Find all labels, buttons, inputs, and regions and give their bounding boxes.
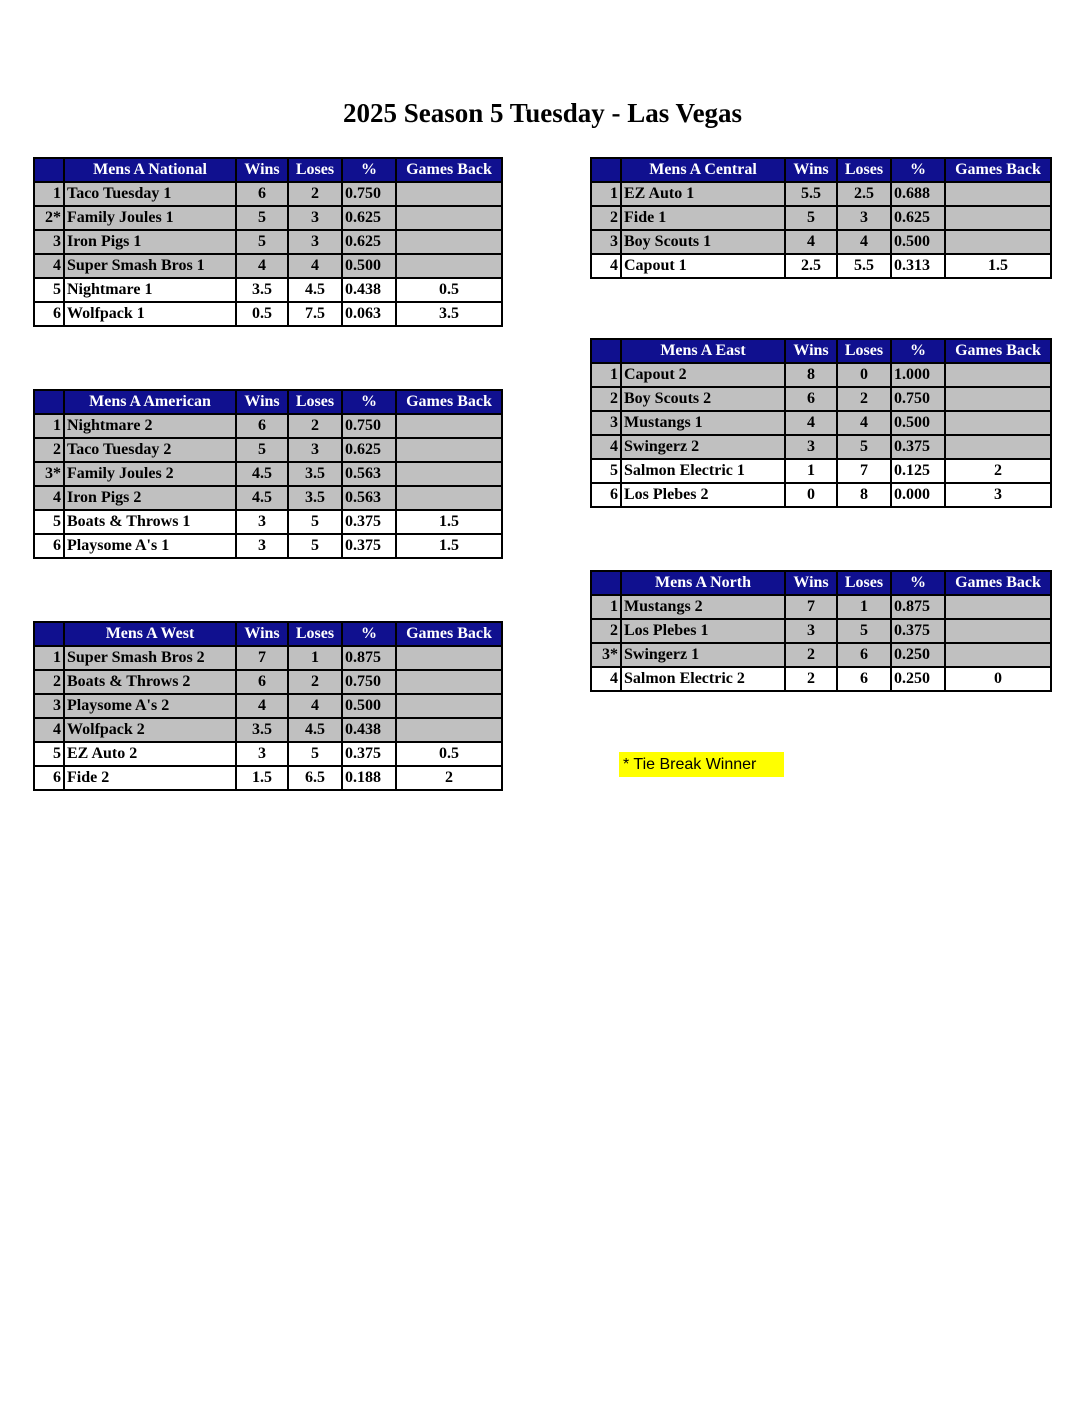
team-name: Salmon Electric 2 — [621, 667, 785, 691]
team-name: Playsome A's 2 — [64, 694, 236, 718]
games-back-cell: 0 — [945, 667, 1051, 691]
games-back-cell: 1.5 — [945, 254, 1051, 278]
loses-header: Loses — [837, 158, 891, 182]
loses-header: Loses — [837, 339, 891, 363]
loses-cell: 2 — [288, 182, 342, 206]
rank-cell: 2 — [591, 619, 621, 643]
team-name: Super Smash Bros 1 — [64, 254, 236, 278]
team-name: Swingerz 2 — [621, 435, 785, 459]
loses-cell: 2 — [837, 387, 891, 411]
pct-cell: 0.750 — [342, 182, 396, 206]
rank-cell: 3 — [591, 411, 621, 435]
wins-cell: 4 — [236, 694, 288, 718]
team-name: Taco Tuesday 2 — [64, 438, 236, 462]
table-row — [34, 302, 502, 326]
games-back-cell: 3.5 — [396, 302, 502, 326]
team-name: Family Joules 2 — [64, 462, 236, 486]
wins-cell: 2.5 — [785, 254, 837, 278]
table-header-row — [34, 390, 502, 414]
team-name: Boats & Throws 2 — [64, 670, 236, 694]
table-row — [34, 670, 502, 694]
games-back-cell — [945, 230, 1051, 254]
pct-cell: 0.313 — [891, 254, 945, 278]
games-back-cell — [945, 643, 1051, 667]
team-name: Wolfpack 1 — [64, 302, 236, 326]
pct-header: % — [342, 390, 396, 414]
rank-cell: 2* — [34, 206, 64, 230]
games-back-cell — [945, 387, 1051, 411]
loses-cell: 2 — [288, 670, 342, 694]
loses-cell: 2.5 — [837, 182, 891, 206]
loses-cell: 3 — [837, 206, 891, 230]
games-back-cell — [396, 182, 502, 206]
rank-cell: 4 — [591, 435, 621, 459]
pct-header: % — [891, 339, 945, 363]
table-row — [34, 742, 502, 766]
loses-cell: 5 — [288, 510, 342, 534]
rank-cell: 5 — [34, 510, 64, 534]
team-name: Boy Scouts 1 — [621, 230, 785, 254]
pct-cell: 0.625 — [891, 206, 945, 230]
division-name: Mens A National — [64, 158, 236, 182]
wins-cell: 3 — [236, 742, 288, 766]
team-name: Los Plebes 1 — [621, 619, 785, 643]
loses-header: Loses — [288, 622, 342, 646]
table-row — [591, 182, 1051, 206]
tie-break-legend: * Tie Break Winner — [619, 752, 784, 777]
table-row — [34, 510, 502, 534]
rank-cell: 3 — [34, 694, 64, 718]
table-header-row — [591, 571, 1051, 595]
pct-cell: 0.500 — [891, 411, 945, 435]
games-back-cell — [945, 435, 1051, 459]
loses-cell: 4 — [837, 230, 891, 254]
wins-cell: 7 — [785, 595, 837, 619]
rank-header — [591, 571, 621, 595]
rank-cell: 4 — [591, 667, 621, 691]
table-row — [34, 414, 502, 438]
games-back-cell — [396, 438, 502, 462]
loses-cell: 4 — [288, 254, 342, 278]
wins-cell: 1.5 — [236, 766, 288, 790]
team-name: Fide 2 — [64, 766, 236, 790]
loses-cell: 5 — [837, 619, 891, 643]
team-name: Nightmare 1 — [64, 278, 236, 302]
rank-header — [34, 622, 64, 646]
rank-cell: 2 — [34, 670, 64, 694]
rank-cell: 6 — [34, 302, 64, 326]
loses-cell: 3 — [288, 230, 342, 254]
loses-cell: 6 — [837, 643, 891, 667]
pct-cell: 0.563 — [342, 462, 396, 486]
games-back-cell — [945, 182, 1051, 206]
team-name: Taco Tuesday 1 — [64, 182, 236, 206]
wins-cell: 4.5 — [236, 462, 288, 486]
rank-cell: 1 — [591, 595, 621, 619]
table-row — [34, 718, 502, 742]
loses-header: Loses — [288, 158, 342, 182]
rank-cell: 3 — [591, 230, 621, 254]
wins-cell: 4 — [785, 230, 837, 254]
games-back-cell — [396, 230, 502, 254]
table-header-row — [34, 158, 502, 182]
games-back-cell: 3 — [945, 483, 1051, 507]
table-row — [591, 595, 1051, 619]
games-back-header: Games Back — [945, 158, 1051, 182]
division-name: Mens A North — [621, 571, 785, 595]
games-back-cell — [945, 206, 1051, 230]
loses-cell: 1 — [288, 646, 342, 670]
team-name: Capout 1 — [621, 254, 785, 278]
rank-cell: 1 — [591, 363, 621, 387]
games-back-cell: 2 — [945, 459, 1051, 483]
table-row — [591, 483, 1051, 507]
team-name: Super Smash Bros 2 — [64, 646, 236, 670]
team-name: Nightmare 2 — [64, 414, 236, 438]
pct-cell: 0.375 — [342, 742, 396, 766]
pct-cell: 1.000 — [891, 363, 945, 387]
team-name: EZ Auto 1 — [621, 182, 785, 206]
loses-cell: 2 — [288, 414, 342, 438]
pct-cell: 0.063 — [342, 302, 396, 326]
wins-cell: 5.5 — [785, 182, 837, 206]
team-name: Los Plebes 2 — [621, 483, 785, 507]
table-row — [591, 387, 1051, 411]
pct-cell: 0.625 — [342, 230, 396, 254]
loses-cell: 8 — [837, 483, 891, 507]
loses-cell: 4.5 — [288, 718, 342, 742]
table-row — [34, 694, 502, 718]
standings-table — [590, 157, 1052, 279]
games-back-cell — [396, 694, 502, 718]
loses-cell: 7.5 — [288, 302, 342, 326]
table-row — [34, 438, 502, 462]
loses-cell: 1 — [837, 595, 891, 619]
wins-cell: 2 — [785, 667, 837, 691]
games-back-cell — [396, 462, 502, 486]
rank-cell: 1 — [34, 646, 64, 670]
games-back-cell: 1.5 — [396, 534, 502, 558]
games-back-cell — [396, 718, 502, 742]
table-row — [591, 363, 1051, 387]
wins-cell: 2 — [785, 643, 837, 667]
loses-header: Loses — [288, 390, 342, 414]
pct-cell: 0.875 — [342, 646, 396, 670]
loses-cell: 4 — [288, 694, 342, 718]
team-name: Capout 2 — [621, 363, 785, 387]
loses-cell: 0 — [837, 363, 891, 387]
wins-cell: 3.5 — [236, 718, 288, 742]
pct-cell: 0.750 — [891, 387, 945, 411]
rank-header — [34, 158, 64, 182]
pct-cell: 0.500 — [342, 694, 396, 718]
wins-header: Wins — [785, 571, 837, 595]
pct-cell: 0.625 — [342, 438, 396, 462]
pct-cell: 0.875 — [891, 595, 945, 619]
rank-cell: 1 — [34, 182, 64, 206]
team-name: Salmon Electric 1 — [621, 459, 785, 483]
games-back-cell — [945, 363, 1051, 387]
rank-cell: 4 — [34, 486, 64, 510]
wins-cell: 3 — [236, 534, 288, 558]
pct-cell: 0.188 — [342, 766, 396, 790]
division-name: Mens A East — [621, 339, 785, 363]
rank-cell: 3* — [34, 462, 64, 486]
table-row — [34, 230, 502, 254]
games-back-cell — [396, 486, 502, 510]
pct-header: % — [891, 158, 945, 182]
table-row — [34, 646, 502, 670]
table-row — [34, 486, 502, 510]
rank-cell: 5 — [34, 742, 64, 766]
table-row — [34, 534, 502, 558]
rank-header — [34, 390, 64, 414]
division-name: Mens A Central — [621, 158, 785, 182]
games-back-cell — [945, 411, 1051, 435]
pct-cell: 0.250 — [891, 643, 945, 667]
pct-cell: 0.438 — [342, 718, 396, 742]
wins-cell: 5 — [236, 438, 288, 462]
loses-cell: 5 — [288, 742, 342, 766]
loses-cell: 3.5 — [288, 462, 342, 486]
rank-cell: 2 — [591, 387, 621, 411]
loses-cell: 4 — [837, 411, 891, 435]
rank-header — [591, 158, 621, 182]
pct-cell: 0.375 — [891, 435, 945, 459]
wins-cell: 8 — [785, 363, 837, 387]
team-name: Mustangs 1 — [621, 411, 785, 435]
team-name: Playsome A's 1 — [64, 534, 236, 558]
games-back-header: Games Back — [396, 390, 502, 414]
wins-cell: 3 — [785, 619, 837, 643]
pct-cell: 0.250 — [891, 667, 945, 691]
table-row — [34, 278, 502, 302]
rank-cell: 4 — [34, 254, 64, 278]
wins-cell: 5 — [236, 230, 288, 254]
pct-cell: 0.438 — [342, 278, 396, 302]
wins-cell: 6 — [236, 414, 288, 438]
team-name: Iron Pigs 2 — [64, 486, 236, 510]
table-row — [34, 206, 502, 230]
team-name: Boats & Throws 1 — [64, 510, 236, 534]
loses-cell: 5.5 — [837, 254, 891, 278]
loses-cell: 3 — [288, 438, 342, 462]
table-row — [34, 182, 502, 206]
rank-cell: 6 — [34, 534, 64, 558]
games-back-cell: 0.5 — [396, 278, 502, 302]
wins-header: Wins — [236, 390, 288, 414]
games-back-cell: 0.5 — [396, 742, 502, 766]
games-back-cell — [396, 254, 502, 278]
loses-cell: 6.5 — [288, 766, 342, 790]
wins-cell: 6 — [236, 182, 288, 206]
games-back-cell — [396, 206, 502, 230]
games-back-header: Games Back — [945, 571, 1051, 595]
standings-table — [590, 338, 1052, 508]
wins-cell: 5 — [785, 206, 837, 230]
pct-cell: 0.688 — [891, 182, 945, 206]
table-row — [34, 766, 502, 790]
rank-cell: 2 — [591, 206, 621, 230]
table-row — [591, 254, 1051, 278]
team-name: Family Joules 1 — [64, 206, 236, 230]
team-name: Boy Scouts 2 — [621, 387, 785, 411]
games-back-cell: 2 — [396, 766, 502, 790]
wins-cell: 6 — [785, 387, 837, 411]
division-name: Mens A American — [64, 390, 236, 414]
wins-cell: 0 — [785, 483, 837, 507]
table-header-row — [591, 158, 1051, 182]
standings-table — [33, 389, 503, 559]
pct-header: % — [891, 571, 945, 595]
standings-table — [590, 570, 1052, 692]
table-row — [591, 435, 1051, 459]
games-back-header: Games Back — [945, 339, 1051, 363]
table-header-row — [34, 622, 502, 646]
games-back-header: Games Back — [396, 622, 502, 646]
rank-cell: 5 — [591, 459, 621, 483]
pct-cell: 0.750 — [342, 670, 396, 694]
table-row — [591, 230, 1051, 254]
wins-cell: 0.5 — [236, 302, 288, 326]
loses-cell: 7 — [837, 459, 891, 483]
rank-cell: 2 — [34, 438, 64, 462]
table-row — [591, 206, 1051, 230]
rank-cell: 4 — [591, 254, 621, 278]
rank-cell: 5 — [34, 278, 64, 302]
wins-header: Wins — [236, 158, 288, 182]
rank-cell: 1 — [34, 414, 64, 438]
games-back-cell: 1.5 — [396, 510, 502, 534]
pct-cell: 0.000 — [891, 483, 945, 507]
wins-header: Wins — [236, 622, 288, 646]
table-row — [34, 254, 502, 278]
wins-cell: 1 — [785, 459, 837, 483]
games-back-header: Games Back — [396, 158, 502, 182]
pct-cell: 0.125 — [891, 459, 945, 483]
loses-cell: 4.5 — [288, 278, 342, 302]
wins-cell: 3.5 — [236, 278, 288, 302]
wins-cell: 4 — [236, 254, 288, 278]
rank-cell: 3 — [34, 230, 64, 254]
loses-cell: 3.5 — [288, 486, 342, 510]
games-back-cell — [396, 646, 502, 670]
rank-cell: 4 — [34, 718, 64, 742]
table-row — [34, 462, 502, 486]
table-row — [591, 667, 1051, 691]
loses-cell: 5 — [288, 534, 342, 558]
games-back-cell — [945, 595, 1051, 619]
pct-header: % — [342, 158, 396, 182]
pct-cell: 0.563 — [342, 486, 396, 510]
wins-cell: 4.5 — [236, 486, 288, 510]
rank-header — [591, 339, 621, 363]
page-title: 2025 Season 5 Tuesday - Las Vegas — [342, 98, 743, 128]
rank-cell: 6 — [591, 483, 621, 507]
wins-header: Wins — [785, 339, 837, 363]
team-name: Swingerz 1 — [621, 643, 785, 667]
division-name: Mens A West — [64, 622, 236, 646]
wins-cell: 7 — [236, 646, 288, 670]
pct-cell: 0.375 — [342, 510, 396, 534]
team-name: Wolfpack 2 — [64, 718, 236, 742]
pct-cell: 0.625 — [342, 206, 396, 230]
wins-cell: 6 — [236, 670, 288, 694]
pct-cell: 0.500 — [891, 230, 945, 254]
wins-header: Wins — [785, 158, 837, 182]
rank-cell: 1 — [591, 182, 621, 206]
wins-cell: 5 — [236, 206, 288, 230]
pct-cell: 0.500 — [342, 254, 396, 278]
team-name: Mustangs 2 — [621, 595, 785, 619]
loses-cell: 6 — [837, 667, 891, 691]
pct-cell: 0.375 — [342, 534, 396, 558]
pct-cell: 0.750 — [342, 414, 396, 438]
table-row — [591, 411, 1051, 435]
loses-header: Loses — [837, 571, 891, 595]
pct-cell: 0.375 — [891, 619, 945, 643]
rank-cell: 6 — [34, 766, 64, 790]
loses-cell: 5 — [837, 435, 891, 459]
table-row — [591, 619, 1051, 643]
games-back-cell — [396, 414, 502, 438]
pct-header: % — [342, 622, 396, 646]
table-row — [591, 459, 1051, 483]
games-back-cell — [396, 670, 502, 694]
games-back-cell — [945, 619, 1051, 643]
standings-table — [33, 621, 503, 791]
table-header-row — [591, 339, 1051, 363]
wins-cell: 3 — [236, 510, 288, 534]
rank-cell: 3* — [591, 643, 621, 667]
loses-cell: 3 — [288, 206, 342, 230]
table-row — [591, 643, 1051, 667]
wins-cell: 3 — [785, 435, 837, 459]
team-name: Iron Pigs 1 — [64, 230, 236, 254]
standings-table — [33, 157, 503, 327]
wins-cell: 4 — [785, 411, 837, 435]
team-name: Fide 1 — [621, 206, 785, 230]
team-name: EZ Auto 2 — [64, 742, 236, 766]
